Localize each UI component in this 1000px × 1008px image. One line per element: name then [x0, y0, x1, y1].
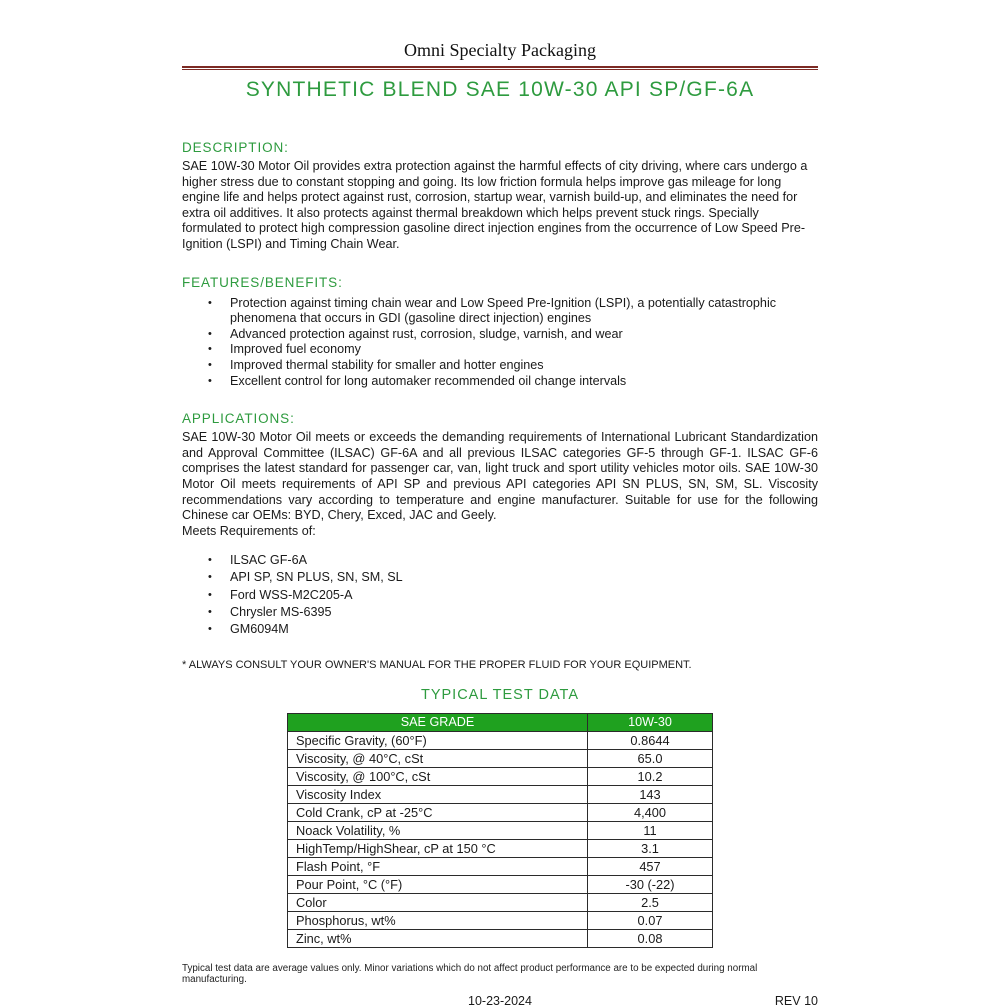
- header-divider: [182, 66, 818, 70]
- test-row-value: 11: [588, 822, 713, 840]
- test-data-title: TYPICAL TEST DATA: [420, 687, 579, 704]
- meets-requirements-label: Meets Requirements of:: [182, 523, 316, 538]
- revision-date: 10-23-2024: [468, 994, 532, 1008]
- test-row-label: Noack Volatility, %: [288, 822, 588, 840]
- list-item: • API SP, SN PLUS, SN, SM, SL: [182, 570, 818, 585]
- table-row: [288, 894, 713, 912]
- table-row: [288, 876, 713, 894]
- test-row-value: 0.07: [588, 912, 713, 930]
- column-header-grade-value: 10W-30: [588, 714, 713, 732]
- table-row: [288, 750, 713, 768]
- column-header-sae-grade: SAE GRADE: [288, 714, 588, 732]
- applications-body: SAE 10W-30 Motor Oil meets or exceeds the demanding requirements of International Lubricant Standardization and Approval Committee (ILSAC) GF-6A and all previous ILSAC categories GF-5 through GF-1. ILSAC GF-6 comprises the latest standard for passenger car, van, light truck and sport utility vehicles motor oils. SAE 10W-30 Motor Oil meets requirements of API SP and previous API categories API SN PLUS, SN, SM, SL. Viscosity recommendations vary according to temperature and engine manufacturer. Suitable for use for the following Chinese car OEMs: BYD, Chery, Exced, JAC and Geely.: [182, 430, 818, 523]
- test-row-label: Specific Gravity, (60°F): [288, 732, 588, 750]
- requirements-list: [182, 553, 818, 637]
- test-row-label: Color: [288, 894, 588, 912]
- list-item: • Excellent control for long automaker recommended oil change intervals: [182, 374, 818, 390]
- features-list: [182, 296, 818, 390]
- list-item: • Advanced protection against rust, corrosion, sludge, varnish, and wear: [182, 327, 818, 343]
- table-row: [288, 822, 713, 840]
- test-row-value: 0.08: [588, 930, 713, 948]
- list-item: • Improved fuel economy: [182, 342, 818, 358]
- list-item: • Ford WSS-M2C205-A: [182, 588, 818, 603]
- test-row-label: Pour Point, °C (°F): [288, 876, 588, 894]
- test-row-label: Phosphorus, wt%: [288, 912, 588, 930]
- test-row-value: 4,400: [588, 804, 713, 822]
- features-heading: FEATURES/BENEFITS:: [182, 274, 343, 290]
- table-row: [288, 930, 713, 948]
- test-row-label: Cold Crank, cP at -25°C: [288, 804, 588, 822]
- test-row-label: Viscosity Index: [288, 786, 588, 804]
- table-row: [288, 912, 713, 930]
- test-row-value: 65.0: [588, 750, 713, 768]
- description-heading: DESCRIPTION:: [182, 140, 289, 155]
- test-row-label: Zinc, wt%: [288, 930, 588, 948]
- document-footer: [182, 994, 818, 1008]
- applications-heading: APPLICATIONS:: [182, 411, 295, 427]
- test-row-label: HighTemp/HighShear, cP at 150 °C: [288, 840, 588, 858]
- test-row-value: 457: [588, 858, 713, 876]
- list-item: • GM6094M: [182, 622, 818, 637]
- test-row-value: -30 (-22): [588, 876, 713, 894]
- list-item: • Protection against timing chain wear and Low Speed Pre-Ignition (LSPI), a potentially catastrophic phenomena that occurs in GDI (gasoline direct injection) engines: [182, 296, 818, 327]
- table-header-row: [288, 714, 713, 732]
- list-item: • Chrysler MS-6395: [182, 605, 818, 620]
- description-body: SAE 10W-30 Motor Oil provides extra protection against the harmful effects of city driving, where cars undergo a higher stress due to constant stopping and going. Its low friction formula helps improve gas mileage for long engine life and helps protect against rust, corrosion, startup wear, varnish build-up, and eliminates the need for extra oil additives. It also protects against thermal breakdown which helps prevent stuck rings. Specially formulated to protect high compression gasoline direct injection engines from the occurrence of Low Speed Pre-Ignition (LSPI) and Timing Chain Wear.: [182, 159, 808, 251]
- table-row: [288, 786, 713, 804]
- table-row: [288, 840, 713, 858]
- owners-manual-disclaimer: * ALWAYS CONSULT YOUR OWNER'S MANUAL FOR THE PROPER FLUID FOR YOUR EQUIPMENT.: [182, 659, 692, 672]
- test-row-value: 3.1: [588, 840, 713, 858]
- revision-number: REV 10: [774, 994, 818, 1008]
- test-row-value: 143: [588, 786, 713, 804]
- company-name: Omni Specialty Packaging: [404, 40, 596, 60]
- table-row: [288, 858, 713, 876]
- table-row: [288, 768, 713, 786]
- product-title: SYNTHETIC BLEND SAE 10W-30 API SP/GF-6A: [245, 78, 755, 101]
- test-row-label: Viscosity, @ 100°C, cSt: [288, 768, 588, 786]
- test-row-label: Viscosity, @ 40°C, cSt: [288, 750, 588, 768]
- table-row: [288, 804, 713, 822]
- test-data-footnote: Typical test data are average values only. Minor variations which do not affect product performance are to be expected during normal manufacturing.: [182, 963, 758, 986]
- typical-test-data-table: [287, 713, 713, 948]
- test-row-value: 2.5: [588, 894, 713, 912]
- table-row: [288, 732, 713, 750]
- list-item: • Improved thermal stability for smaller and hotter engines: [182, 358, 818, 374]
- test-row-value: 10.2: [588, 768, 713, 786]
- list-item: • ILSAC GF-6A: [182, 553, 818, 568]
- test-row-value: 0.8644: [588, 732, 713, 750]
- test-row-label: Flash Point, °F: [288, 858, 588, 876]
